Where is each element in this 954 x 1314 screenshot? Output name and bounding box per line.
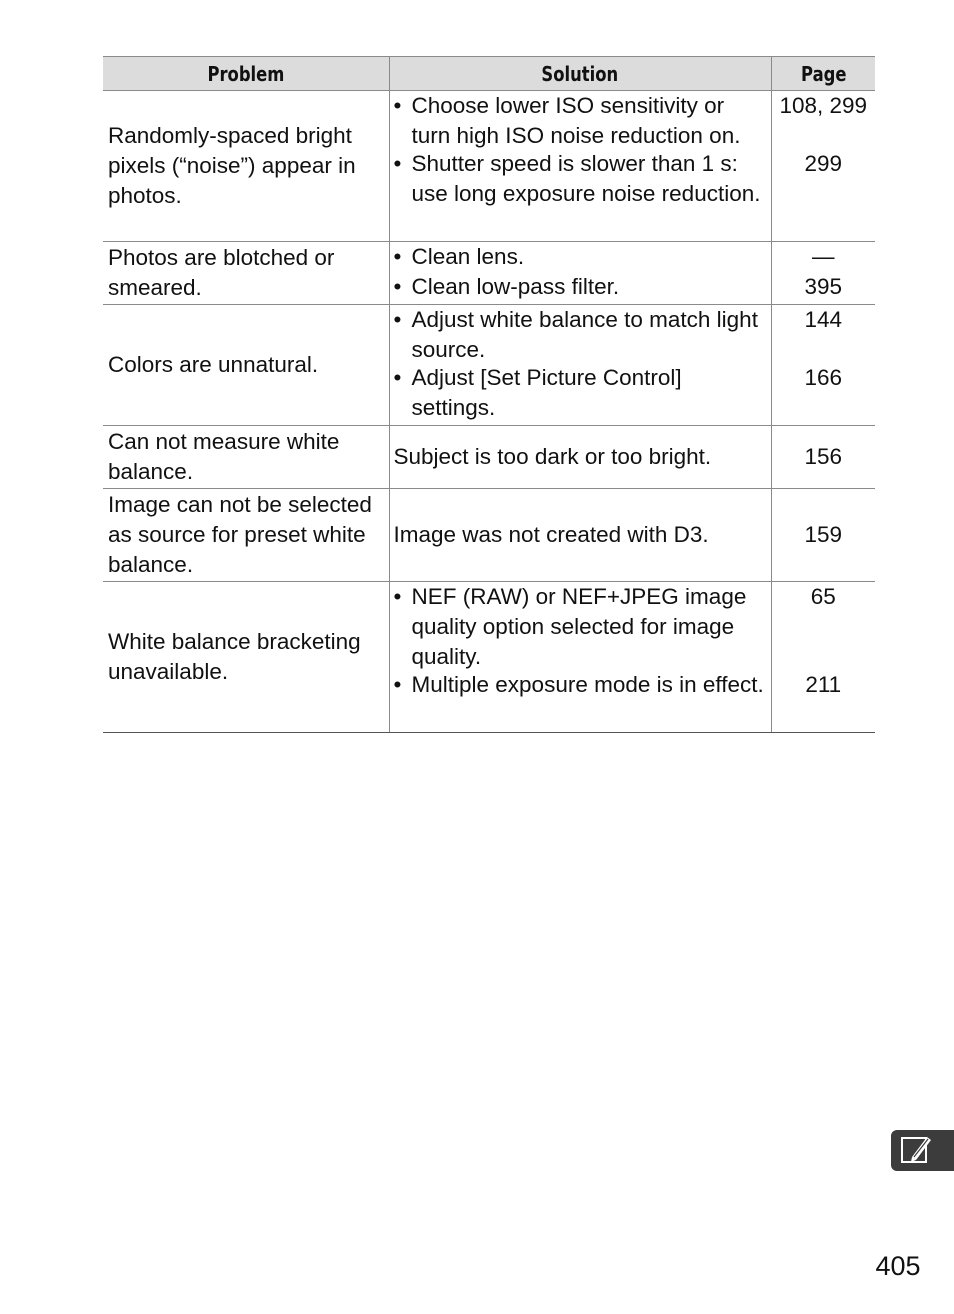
page-ref: 156	[804, 444, 843, 469]
header-page: Page	[771, 57, 875, 91]
section-tab	[891, 1130, 954, 1171]
troubleshooting-table	[103, 56, 875, 733]
problem-cell: Randomly-spaced bright pixels (“noise”) appear in photos.	[103, 91, 389, 242]
table-row	[103, 91, 875, 242]
page-ref-cell	[771, 242, 875, 305]
problem-cell: Photos are blotched or smeared.	[103, 242, 389, 305]
solution-cell	[389, 242, 771, 305]
table-row	[103, 426, 875, 489]
bullet: •	[393, 672, 402, 697]
bullet: •	[393, 244, 402, 269]
problem-cell: White balance bracketing unavailable.	[103, 582, 389, 733]
problem-cell: Can not measure white balance.	[103, 426, 389, 489]
page-ref-cell	[771, 91, 875, 242]
page-ref-cell	[771, 582, 875, 733]
page-ref: 65	[810, 584, 836, 609]
solution-list	[394, 242, 765, 302]
solution-list	[394, 91, 765, 209]
solution-cell: Subject is too dark or too bright.	[389, 426, 771, 489]
solution-cell: Image was not created with D3.	[389, 489, 771, 582]
page-ref: 159	[804, 522, 843, 547]
table-row	[103, 242, 875, 305]
header-problem: Problem	[103, 57, 389, 91]
bullet: •	[393, 307, 402, 332]
solution-item: • Choose lower ISO sensitivity or turn high ISO noise reduction on.	[393, 93, 741, 148]
solution-item: • Shutter speed is slower than 1 s: use long exposure noise reduction.	[393, 151, 761, 206]
solution-cell	[389, 582, 771, 733]
solution-item: • Adjust [Set Picture Control] settings.	[393, 365, 682, 420]
page-ref-cell	[771, 305, 875, 426]
page-ref-cell	[771, 489, 875, 582]
page-ref: 211	[805, 672, 842, 697]
solution-item: • NEF (RAW) or NEF+JPEG image quality option selected for image quality.	[393, 584, 747, 669]
solution-cell	[389, 305, 771, 426]
table-header-row	[103, 57, 875, 91]
page-ref: —	[812, 244, 835, 269]
solution-cell	[389, 91, 771, 242]
problem-cell: Colors are unnatural.	[103, 305, 389, 426]
solution-item: • Clean lens.	[394, 242, 765, 272]
page-ref: 144	[804, 307, 843, 332]
bullet: •	[393, 365, 402, 390]
page-number: 405	[875, 1251, 921, 1281]
solution-list	[394, 305, 765, 423]
bullet: •	[393, 151, 402, 176]
solution-item: • Adjust white balance to match light source.	[393, 307, 758, 362]
page-ref: 299	[804, 151, 843, 176]
page-ref: 395	[804, 274, 843, 299]
solution-item: • Clean low-pass filter.	[394, 272, 765, 302]
table-row	[103, 582, 875, 733]
header-solution: Solution	[389, 57, 771, 91]
solution-list	[394, 582, 765, 700]
bullet: •	[393, 93, 402, 118]
table-row	[103, 305, 875, 426]
table-row	[103, 489, 875, 582]
page-ref-cell	[771, 426, 875, 489]
page-ref: 166	[804, 365, 843, 390]
bullet: •	[393, 584, 402, 609]
problem-cell: Image can not be selected as source for preset white balance.	[103, 489, 389, 582]
bullet: •	[393, 274, 402, 299]
solution-item: • Multiple exposure mode is in effect.	[394, 670, 765, 700]
page-ref: 108, 299	[779, 93, 868, 118]
